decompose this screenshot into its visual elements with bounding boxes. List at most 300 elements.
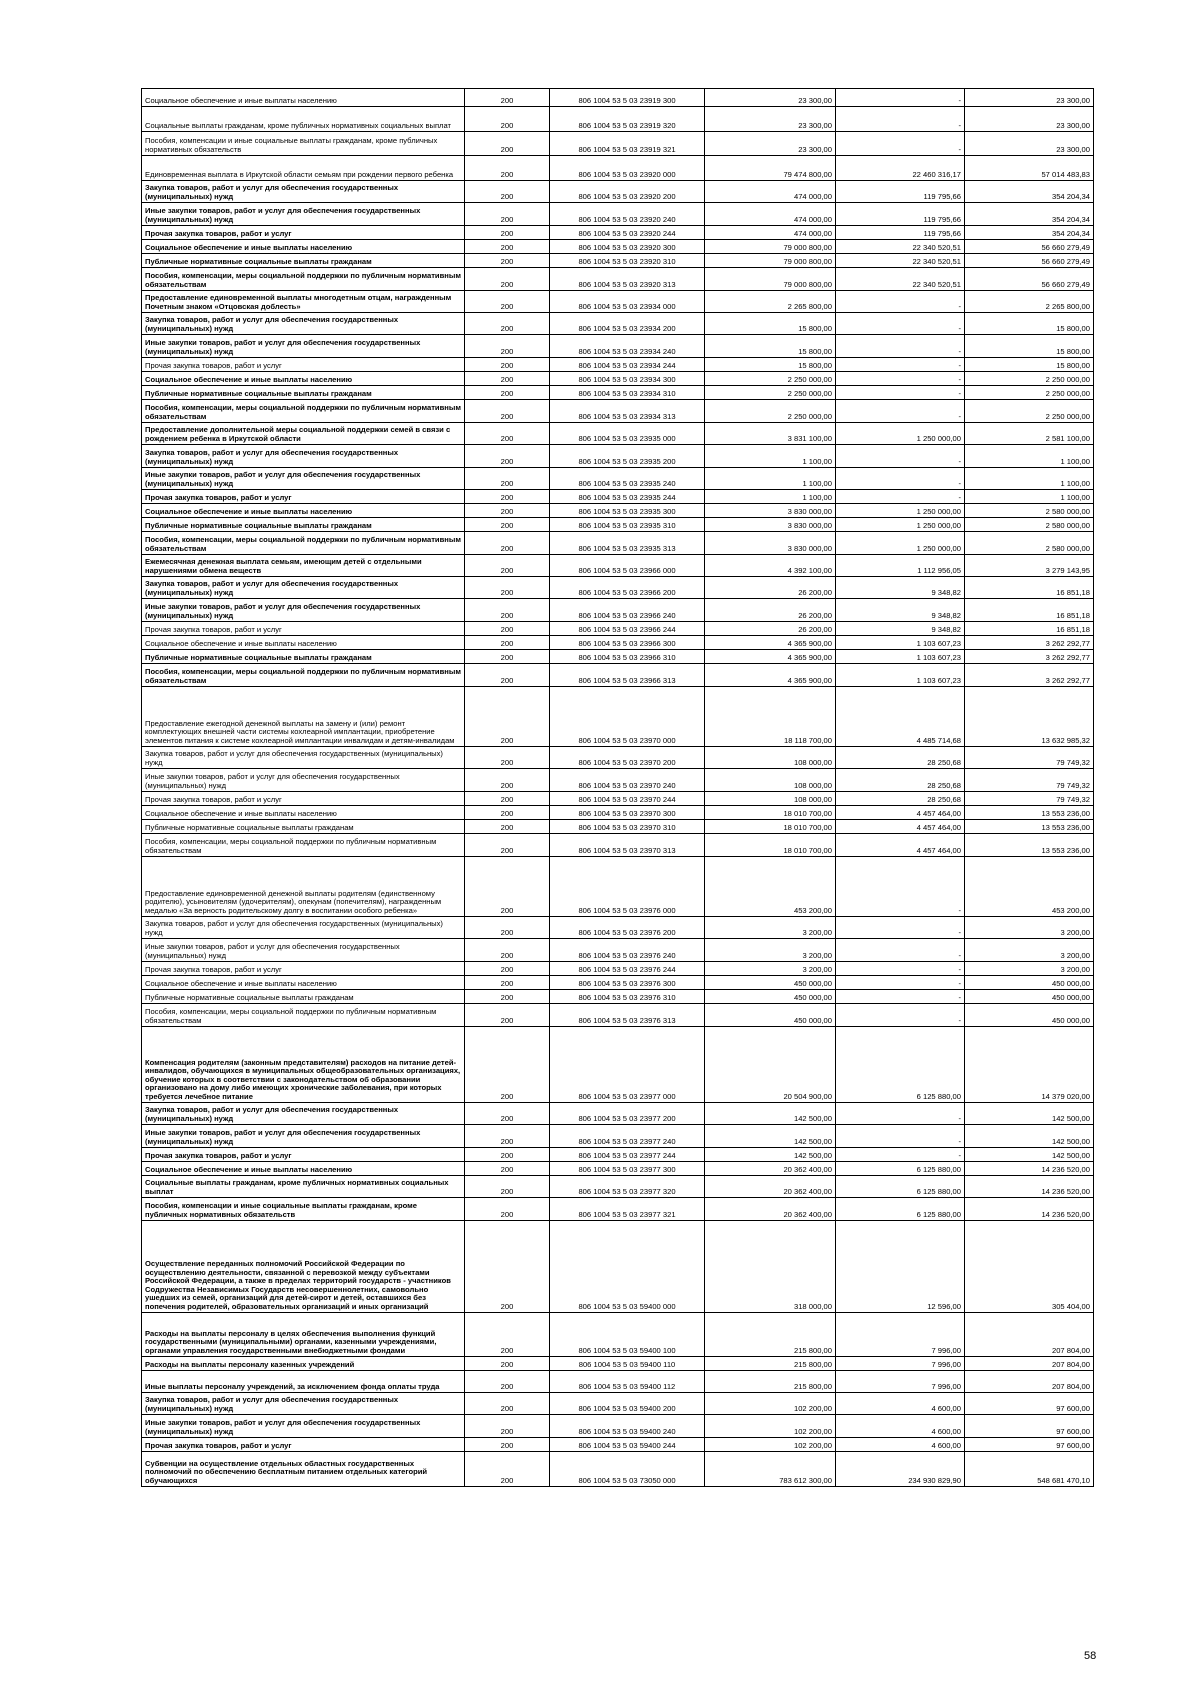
table-row [142, 358, 1094, 372]
row-remaining-amount: 97 600,00 [965, 1415, 1094, 1438]
row-budget-code: 806 1004 53 5 03 23970 313 [550, 834, 705, 857]
row-budget-code: 806 1004 53 5 03 23976 300 [550, 976, 705, 990]
row-admin-code: 200 [465, 917, 550, 939]
row-budget-code: 806 1004 53 5 03 23966 000 [550, 555, 705, 577]
table-row [142, 834, 1094, 857]
row-budget-code: 806 1004 53 5 03 23976 200 [550, 917, 705, 939]
row-executed-amount: 22 460 316,17 [836, 156, 965, 181]
row-approved-amount: 3 200,00 [705, 939, 836, 962]
row-approved-amount: 215 800,00 [705, 1357, 836, 1371]
row-approved-amount: 2 250 000,00 [705, 386, 836, 400]
row-admin-code: 200 [465, 490, 550, 504]
row-executed-amount: - [836, 400, 965, 423]
row-budget-code: 806 1004 53 5 03 23920 240 [550, 203, 705, 226]
row-remaining-amount: 450 000,00 [965, 1004, 1094, 1027]
row-name: Иные закупки товаров, работ и услуг для обеспечения государственных (муниципальных) нужд [142, 939, 465, 962]
row-remaining-amount: 15 800,00 [965, 358, 1094, 372]
table-row [142, 1103, 1094, 1125]
row-executed-amount: 7 996,00 [836, 1357, 965, 1371]
table-row [142, 240, 1094, 254]
row-budget-code: 806 1004 53 5 03 23977 244 [550, 1148, 705, 1162]
table-row [142, 962, 1094, 976]
row-budget-code: 806 1004 53 5 03 23935 244 [550, 490, 705, 504]
row-executed-amount: 22 340 520,51 [836, 268, 965, 291]
row-name: Пособия, компенсации, меры социальной поддержки по публичным нормативным обязательствам [142, 834, 465, 857]
row-budget-code: 806 1004 53 5 03 23934 313 [550, 400, 705, 423]
row-approved-amount: 79 000 800,00 [705, 268, 836, 291]
row-budget-code: 806 1004 53 5 03 23920 000 [550, 156, 705, 181]
row-executed-amount: - [836, 291, 965, 313]
row-remaining-amount: 16 851,18 [965, 577, 1094, 599]
row-executed-amount: 6 125 880,00 [836, 1162, 965, 1176]
row-admin-code: 200 [465, 555, 550, 577]
row-executed-amount: 9 348,82 [836, 599, 965, 622]
row-executed-amount: 1 250 000,00 [836, 423, 965, 445]
table-row [142, 622, 1094, 636]
row-approved-amount: 474 000,00 [705, 226, 836, 240]
row-approved-amount: 1 100,00 [705, 468, 836, 490]
row-admin-code: 200 [465, 636, 550, 650]
row-name: Компенсация родителям (законным представителям) расходов на питание детей-инвалидов, обучающихся в муниципальных общеобразовательных организациях, обучение которых в соответствии с законодательством об образовании организовано на дому либо имеющих хронические заболевания, при которых требуется лечебное питание [142, 1027, 465, 1103]
row-approved-amount: 450 000,00 [705, 1004, 836, 1027]
row-approved-amount: 142 500,00 [705, 1125, 836, 1148]
row-name: Публичные нормативные социальные выплаты гражданам [142, 650, 465, 664]
row-name: Осуществление переданных полномочий Российской Федерации по осуществлению деятельности, связанной с перевозкой между субъектами Российской Федерации, а также в пределах территорий государств - участников Содружества Независимых Государств несовершеннолетних, самовольно ушедших из семей, организаций для детей-сирот и детей, оставшихся без попечения родителей, образовательных организаций и иных организаций [142, 1221, 465, 1313]
row-admin-code: 200 [465, 769, 550, 792]
row-remaining-amount: 23 300,00 [965, 89, 1094, 107]
row-admin-code: 200 [465, 268, 550, 291]
row-admin-code: 200 [465, 291, 550, 313]
row-admin-code: 200 [465, 156, 550, 181]
row-budget-code: 806 1004 53 5 03 23934 240 [550, 335, 705, 358]
row-budget-code: 806 1004 53 5 03 23966 300 [550, 636, 705, 650]
table-row [142, 1125, 1094, 1148]
row-budget-code: 806 1004 53 5 03 23966 310 [550, 650, 705, 664]
row-admin-code: 200 [465, 1103, 550, 1125]
row-executed-amount: - [836, 490, 965, 504]
row-budget-code: 806 1004 53 5 03 23934 200 [550, 313, 705, 335]
row-admin-code: 200 [465, 650, 550, 664]
table-row [142, 1357, 1094, 1371]
row-approved-amount: 2 250 000,00 [705, 400, 836, 423]
row-remaining-amount: 2 580 000,00 [965, 504, 1094, 518]
row-executed-amount: 28 250,68 [836, 747, 965, 769]
row-executed-amount: - [836, 939, 965, 962]
row-budget-code: 806 1004 53 5 03 23976 310 [550, 990, 705, 1004]
row-budget-code: 806 1004 53 5 03 59400 240 [550, 1415, 705, 1438]
row-approved-amount: 474 000,00 [705, 203, 836, 226]
row-budget-code: 806 1004 53 5 03 23935 200 [550, 445, 705, 468]
row-admin-code: 200 [465, 599, 550, 622]
row-budget-code: 806 1004 53 5 03 23966 244 [550, 622, 705, 636]
row-approved-amount: 26 200,00 [705, 599, 836, 622]
row-budget-code: 806 1004 53 5 03 59400 244 [550, 1438, 705, 1452]
row-executed-amount: - [836, 917, 965, 939]
row-admin-code: 200 [465, 857, 550, 917]
row-approved-amount: 142 500,00 [705, 1148, 836, 1162]
row-remaining-amount: 14 379 020,00 [965, 1027, 1094, 1103]
row-remaining-amount: 3 262 292,77 [965, 664, 1094, 687]
table-row [142, 577, 1094, 599]
table-row [142, 1415, 1094, 1438]
table-row [142, 1162, 1094, 1176]
row-admin-code: 200 [465, 107, 550, 132]
row-executed-amount: - [836, 962, 965, 976]
row-executed-amount: - [836, 335, 965, 358]
row-budget-code: 806 1004 53 5 03 23934 300 [550, 372, 705, 386]
table-row [142, 518, 1094, 532]
row-name: Публичные нормативные социальные выплаты гражданам [142, 518, 465, 532]
row-admin-code: 200 [465, 468, 550, 490]
table-row [142, 468, 1094, 490]
table-row [142, 917, 1094, 939]
row-admin-code: 200 [465, 1148, 550, 1162]
row-executed-amount: 1 112 956,05 [836, 555, 965, 577]
row-budget-code: 806 1004 53 5 03 23977 200 [550, 1103, 705, 1125]
row-executed-amount: - [836, 1148, 965, 1162]
row-admin-code: 200 [465, 532, 550, 555]
row-executed-amount: - [836, 358, 965, 372]
row-name: Субвенции на осуществление отдельных областных государственных полномочий по обеспечению бесплатным питанием отдельных категорий обучающихся [142, 1452, 465, 1487]
row-approved-amount: 18 118 700,00 [705, 687, 836, 747]
table-row [142, 504, 1094, 518]
row-remaining-amount: 13 632 985,32 [965, 687, 1094, 747]
row-approved-amount: 1 100,00 [705, 445, 836, 468]
row-admin-code: 200 [465, 423, 550, 445]
row-remaining-amount: 2 580 000,00 [965, 532, 1094, 555]
row-executed-amount: 4 600,00 [836, 1415, 965, 1438]
row-approved-amount: 108 000,00 [705, 769, 836, 792]
row-remaining-amount: 305 404,00 [965, 1221, 1094, 1313]
table-row [142, 313, 1094, 335]
table-row [142, 132, 1094, 156]
table-row [142, 1176, 1094, 1198]
row-remaining-amount: 79 749,32 [965, 747, 1094, 769]
row-name: Закупка товаров, работ и услуг для обеспечения государственных (муниципальных) нужд [142, 577, 465, 599]
row-approved-amount: 18 010 700,00 [705, 820, 836, 834]
row-admin-code: 200 [465, 313, 550, 335]
row-admin-code: 200 [465, 386, 550, 400]
row-admin-code: 200 [465, 820, 550, 834]
row-executed-amount: 28 250,68 [836, 792, 965, 806]
row-remaining-amount: 3 262 292,77 [965, 650, 1094, 664]
row-admin-code: 200 [465, 1004, 550, 1027]
row-remaining-amount: 3 200,00 [965, 939, 1094, 962]
row-admin-code: 200 [465, 1176, 550, 1198]
row-remaining-amount: 97 600,00 [965, 1438, 1094, 1452]
table-row [142, 226, 1094, 240]
row-remaining-amount: 142 500,00 [965, 1103, 1094, 1125]
row-budget-code: 806 1004 53 5 03 23966 200 [550, 577, 705, 599]
row-admin-code: 200 [465, 240, 550, 254]
row-remaining-amount: 79 749,32 [965, 792, 1094, 806]
row-remaining-amount: 16 851,18 [965, 622, 1094, 636]
table-row [142, 555, 1094, 577]
row-approved-amount: 3 830 000,00 [705, 532, 836, 555]
row-remaining-amount: 56 660 279,49 [965, 268, 1094, 291]
table-row [142, 820, 1094, 834]
row-approved-amount: 79 474 800,00 [705, 156, 836, 181]
row-approved-amount: 20 504 900,00 [705, 1027, 836, 1103]
row-executed-amount: - [836, 1004, 965, 1027]
row-admin-code: 200 [465, 976, 550, 990]
table-row [142, 335, 1094, 358]
budget-table-body [142, 89, 1094, 1487]
row-remaining-amount: 142 500,00 [965, 1148, 1094, 1162]
row-name: Закупка товаров, работ и услуг для обеспечения государственных (муниципальных) нужд [142, 917, 465, 939]
row-name: Социальное обеспечение и иные выплаты населению [142, 372, 465, 386]
row-budget-code: 806 1004 53 5 03 23977 000 [550, 1027, 705, 1103]
row-remaining-amount: 3 200,00 [965, 962, 1094, 976]
row-name: Иные закупки товаров, работ и услуг для обеспечения государственных (муниципальных) нужд [142, 468, 465, 490]
row-remaining-amount: 97 600,00 [965, 1393, 1094, 1415]
row-name: Прочая закупка товаров, работ и услуг [142, 490, 465, 504]
table-row [142, 89, 1094, 107]
row-approved-amount: 23 300,00 [705, 107, 836, 132]
row-executed-amount: 6 125 880,00 [836, 1027, 965, 1103]
row-name: Прочая закупка товаров, работ и услуг [142, 358, 465, 372]
row-remaining-amount: 3 262 292,77 [965, 636, 1094, 650]
row-approved-amount: 453 200,00 [705, 857, 836, 917]
row-name: Предоставление единовременной денежной выплаты родителям (единственному родителю), усыновителям (удочерителям), опекунам (попечителям), награжденным медалью «За верность родительскому долгу в воспитании особого ребенка» [142, 857, 465, 917]
row-name: Иные закупки товаров, работ и услуг для обеспечения государственных (муниципальных) нужд [142, 335, 465, 358]
row-admin-code: 200 [465, 1415, 550, 1438]
table-row [142, 490, 1094, 504]
row-approved-amount: 474 000,00 [705, 181, 836, 203]
row-executed-amount: - [836, 313, 965, 335]
table-row [142, 1313, 1094, 1357]
row-executed-amount: 1 103 607,23 [836, 636, 965, 650]
row-executed-amount: 4 600,00 [836, 1438, 965, 1452]
row-remaining-amount: 56 660 279,49 [965, 240, 1094, 254]
row-remaining-amount: 450 000,00 [965, 976, 1094, 990]
table-row [142, 806, 1094, 820]
table-row [142, 1452, 1094, 1487]
row-remaining-amount: 23 300,00 [965, 107, 1094, 132]
row-admin-code: 200 [465, 1162, 550, 1176]
row-name: Иные закупки товаров, работ и услуг для обеспечения государственных (муниципальных) нужд [142, 203, 465, 226]
row-remaining-amount: 14 236 520,00 [965, 1198, 1094, 1221]
row-admin-code: 200 [465, 445, 550, 468]
row-budget-code: 806 1004 53 5 03 23920 313 [550, 268, 705, 291]
row-admin-code: 200 [465, 1198, 550, 1221]
row-executed-amount: 9 348,82 [836, 622, 965, 636]
row-remaining-amount: 142 500,00 [965, 1125, 1094, 1148]
row-budget-code: 806 1004 53 5 03 23919 320 [550, 107, 705, 132]
row-approved-amount: 20 362 400,00 [705, 1162, 836, 1176]
table-row [142, 400, 1094, 423]
row-approved-amount: 15 800,00 [705, 313, 836, 335]
row-executed-amount: - [836, 468, 965, 490]
row-budget-code: 806 1004 53 5 03 23966 313 [550, 664, 705, 687]
row-approved-amount: 108 000,00 [705, 792, 836, 806]
row-name: Предоставление ежегодной денежной выплаты на замену и (или) ремонт комплектующих внешней части системы кохлеарной имплантации, приобретение элементов питания к системе кохлеарной имплантации инвалидам и детям-инвалидам [142, 687, 465, 747]
row-executed-amount: - [836, 976, 965, 990]
row-approved-amount: 3 830 000,00 [705, 504, 836, 518]
row-name: Публичные нормативные социальные выплаты гражданам [142, 820, 465, 834]
row-budget-code: 806 1004 53 5 03 23977 321 [550, 1198, 705, 1221]
table-row [142, 1221, 1094, 1313]
row-remaining-amount: 354 204,34 [965, 181, 1094, 203]
row-remaining-amount: 1 100,00 [965, 468, 1094, 490]
row-remaining-amount: 207 804,00 [965, 1313, 1094, 1357]
row-remaining-amount: 2 580 000,00 [965, 518, 1094, 532]
row-approved-amount: 79 000 800,00 [705, 254, 836, 268]
row-budget-code: 806 1004 53 5 03 23977 320 [550, 1176, 705, 1198]
table-row [142, 599, 1094, 622]
row-remaining-amount: 450 000,00 [965, 990, 1094, 1004]
row-executed-amount: 7 996,00 [836, 1371, 965, 1393]
row-name: Прочая закупка товаров, работ и услуг [142, 622, 465, 636]
row-remaining-amount: 354 204,34 [965, 226, 1094, 240]
row-admin-code: 200 [465, 254, 550, 268]
row-admin-code: 200 [465, 962, 550, 976]
row-name: Закупка товаров, работ и услуг для обеспечения государственных (муниципальных) нужд [142, 181, 465, 203]
row-budget-code: 806 1004 53 5 03 23976 240 [550, 939, 705, 962]
row-name: Предоставление дополнительной меры социальной поддержки семей в связи с рождением ребенка в Иркутской области [142, 423, 465, 445]
row-name: Пособия, компенсации, меры социальной поддержки по публичным нормативным обязательствам [142, 1004, 465, 1027]
row-budget-code: 806 1004 53 5 03 59400 200 [550, 1393, 705, 1415]
row-admin-code: 200 [465, 1393, 550, 1415]
row-remaining-amount: 13 553 236,00 [965, 820, 1094, 834]
row-budget-code: 806 1004 53 5 03 73050 000 [550, 1452, 705, 1487]
row-name: Публичные нормативные социальные выплаты гражданам [142, 990, 465, 1004]
row-executed-amount: - [836, 89, 965, 107]
row-name: Прочая закупка товаров, работ и услуг [142, 962, 465, 976]
row-approved-amount: 23 300,00 [705, 89, 836, 107]
row-remaining-amount: 548 681 470,10 [965, 1452, 1094, 1487]
row-executed-amount: - [836, 1125, 965, 1148]
budget-table [141, 88, 1094, 1487]
row-budget-code: 806 1004 53 5 03 23976 313 [550, 1004, 705, 1027]
row-approved-amount: 23 300,00 [705, 132, 836, 156]
row-admin-code: 200 [465, 181, 550, 203]
row-name: Социальные выплаты гражданам, кроме публичных нормативных социальных выплат [142, 1176, 465, 1198]
row-remaining-amount: 2 250 000,00 [965, 400, 1094, 423]
row-admin-code: 200 [465, 687, 550, 747]
row-name: Публичные нормативные социальные выплаты гражданам [142, 386, 465, 400]
row-budget-code: 806 1004 53 5 03 23920 310 [550, 254, 705, 268]
row-budget-code: 806 1004 53 5 03 23976 244 [550, 962, 705, 976]
row-budget-code: 806 1004 53 5 03 23977 300 [550, 1162, 705, 1176]
row-approved-amount: 26 200,00 [705, 622, 836, 636]
row-name: Расходы на выплаты персоналу в целях обеспечения выполнения функций государственными (муниципальными) органами, казенными учреждениями, органами управления государственными внебюджетными фондами [142, 1313, 465, 1357]
row-approved-amount: 318 000,00 [705, 1221, 836, 1313]
row-approved-amount: 215 800,00 [705, 1371, 836, 1393]
row-executed-amount: 9 348,82 [836, 577, 965, 599]
row-remaining-amount: 3 279 143,95 [965, 555, 1094, 577]
row-approved-amount: 450 000,00 [705, 976, 836, 990]
table-row [142, 976, 1094, 990]
row-executed-amount: - [836, 386, 965, 400]
row-executed-amount: 119 795,66 [836, 226, 965, 240]
row-budget-code: 806 1004 53 5 03 23935 313 [550, 532, 705, 555]
table-row [142, 291, 1094, 313]
row-name: Социальное обеспечение и иные выплаты населению [142, 89, 465, 107]
row-budget-code: 806 1004 53 5 03 23920 244 [550, 226, 705, 240]
row-admin-code: 200 [465, 372, 550, 386]
row-admin-code: 200 [465, 132, 550, 156]
row-admin-code: 200 [465, 335, 550, 358]
row-executed-amount: 119 795,66 [836, 181, 965, 203]
row-admin-code: 200 [465, 1221, 550, 1313]
row-budget-code: 806 1004 53 5 03 59400 100 [550, 1313, 705, 1357]
row-executed-amount: 6 125 880,00 [836, 1198, 965, 1221]
row-executed-amount: 22 340 520,51 [836, 240, 965, 254]
table-row [142, 664, 1094, 687]
row-executed-amount: - [836, 445, 965, 468]
table-row [142, 687, 1094, 747]
row-name: Социальное обеспечение и иные выплаты населению [142, 636, 465, 650]
page-number: 58 [1084, 1650, 1097, 1662]
row-admin-code: 200 [465, 1452, 550, 1487]
row-admin-code: 200 [465, 792, 550, 806]
row-name: Ежемесячная денежная выплата семьям, имеющим детей с отдельными нарушениями обмена веществ [142, 555, 465, 577]
table-row [142, 1438, 1094, 1452]
row-remaining-amount: 13 553 236,00 [965, 806, 1094, 820]
row-executed-amount: - [836, 132, 965, 156]
table-row [142, 1198, 1094, 1221]
row-name: Закупка товаров, работ и услуг для обеспечения государственных (муниципальных) нужд [142, 747, 465, 769]
row-remaining-amount: 2 250 000,00 [965, 372, 1094, 386]
row-name: Иные закупки товаров, работ и услуг для обеспечения государственных (муниципальных) нужд [142, 1415, 465, 1438]
row-approved-amount: 15 800,00 [705, 358, 836, 372]
row-budget-code: 806 1004 53 5 03 23970 240 [550, 769, 705, 792]
row-remaining-amount: 56 660 279,49 [965, 254, 1094, 268]
row-admin-code: 200 [465, 518, 550, 532]
row-approved-amount: 15 800,00 [705, 335, 836, 358]
row-budget-code: 806 1004 53 5 03 23935 240 [550, 468, 705, 490]
row-budget-code: 806 1004 53 5 03 23934 000 [550, 291, 705, 313]
table-row [142, 203, 1094, 226]
row-executed-amount: 1 103 607,23 [836, 650, 965, 664]
row-remaining-amount: 14 236 520,00 [965, 1162, 1094, 1176]
row-name: Пособия, компенсации, меры социальной поддержки по публичным нормативным обязательствам [142, 532, 465, 555]
table-row [142, 857, 1094, 917]
row-executed-amount: 1 250 000,00 [836, 504, 965, 518]
row-name: Социальное обеспечение и иные выплаты населению [142, 976, 465, 990]
row-name: Иные закупки товаров, работ и услуг для обеспечения государственных (муниципальных) нужд [142, 599, 465, 622]
row-admin-code: 200 [465, 622, 550, 636]
row-executed-amount: 28 250,68 [836, 769, 965, 792]
row-budget-code: 806 1004 53 5 03 23935 300 [550, 504, 705, 518]
row-name: Социальное обеспечение и иные выплаты населению [142, 806, 465, 820]
table-row [142, 769, 1094, 792]
row-approved-amount: 20 362 400,00 [705, 1176, 836, 1198]
row-name: Иные выплаты персоналу учреждений, за исключением фонда оплаты труда [142, 1371, 465, 1393]
row-approved-amount: 142 500,00 [705, 1103, 836, 1125]
row-name: Пособия, компенсации, меры социальной поддержки по публичным нормативным обязательствам [142, 268, 465, 291]
row-admin-code: 200 [465, 747, 550, 769]
row-approved-amount: 450 000,00 [705, 990, 836, 1004]
row-executed-amount: 7 996,00 [836, 1313, 965, 1357]
row-approved-amount: 79 000 800,00 [705, 240, 836, 254]
row-approved-amount: 102 200,00 [705, 1393, 836, 1415]
row-approved-amount: 4 365 900,00 [705, 636, 836, 650]
row-remaining-amount: 13 553 236,00 [965, 834, 1094, 857]
row-budget-code: 806 1004 53 5 03 23934 244 [550, 358, 705, 372]
row-approved-amount: 102 200,00 [705, 1415, 836, 1438]
row-budget-code: 806 1004 53 5 03 23919 300 [550, 89, 705, 107]
row-remaining-amount: 3 200,00 [965, 917, 1094, 939]
row-name: Социальное обеспечение и иные выплаты населению [142, 1162, 465, 1176]
row-approved-amount: 18 010 700,00 [705, 806, 836, 820]
row-executed-amount: 234 930 829,90 [836, 1452, 965, 1487]
row-name: Прочая закупка товаров, работ и услуг [142, 226, 465, 240]
row-approved-amount: 2 250 000,00 [705, 372, 836, 386]
row-executed-amount: 4 457 464,00 [836, 834, 965, 857]
row-budget-code: 806 1004 53 5 03 23935 000 [550, 423, 705, 445]
